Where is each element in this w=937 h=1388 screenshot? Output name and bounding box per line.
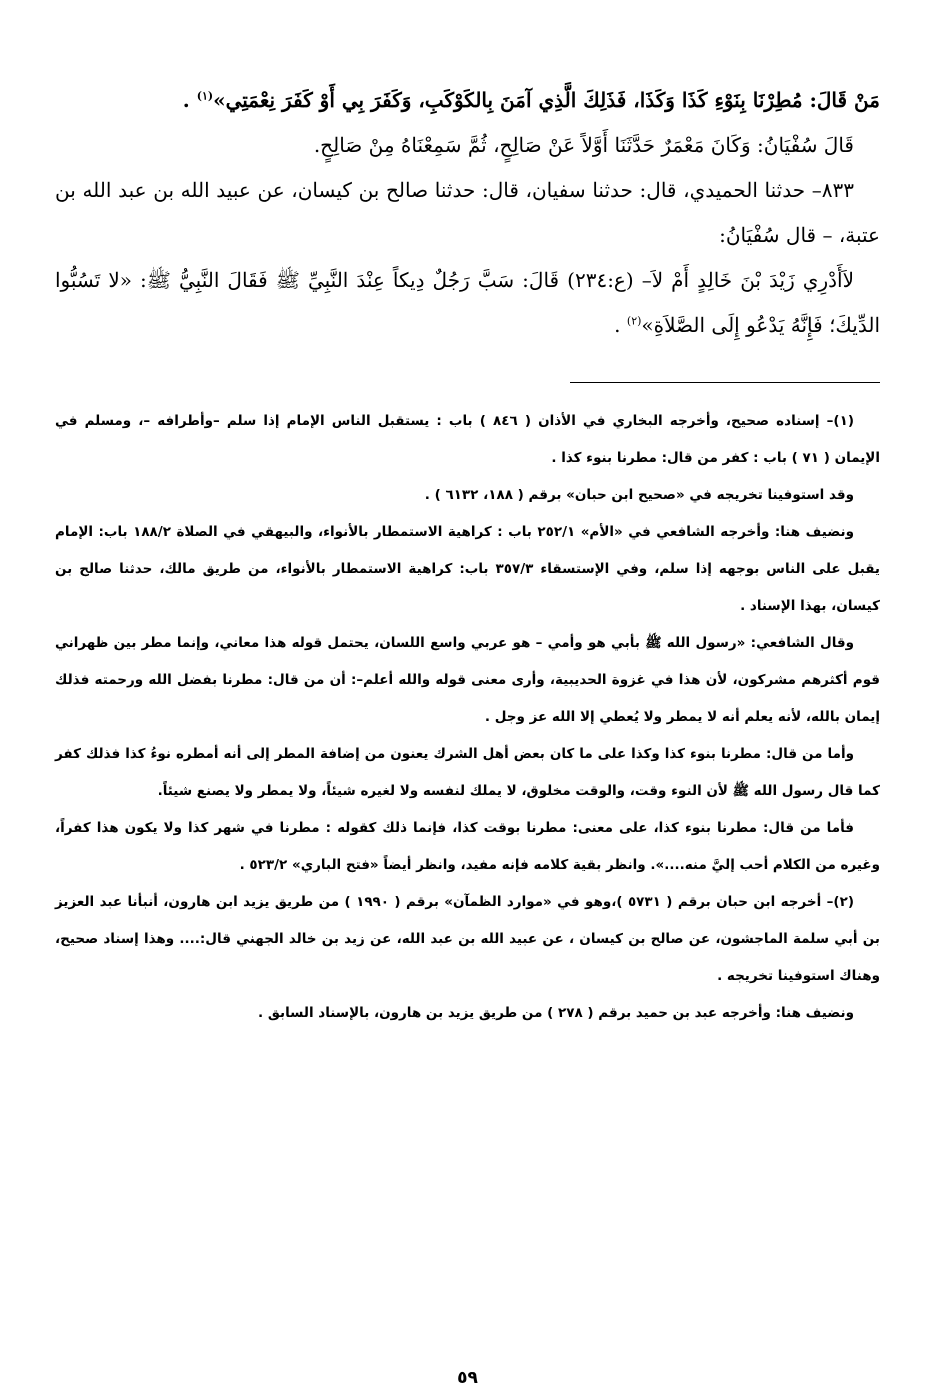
hadith-833-isnad: ٨٣٣– حدثنا الحميدي، قال: حدثنا سفيان، قال: حدثنا صالح بن كيسان، عن عبيد الله بن عبد الله بن عتبة، – قال سُفْيَانُ: <box>55 178 880 247</box>
footnote-1-paragraph-6: فأما من قال: مطرنا بنوء كذا، على معنى: مطرنا بوقت كذا، فإنما ذلك كقوله : مطرنا في شهر كذا ولا يكون هذا كفراً، وغيره من الكلام أحب إليَّ منه....». وانظر بقية كلامه فإنه مفيد، وانظر أيضاً «فتح الباري» ٥٢٣/٢ . <box>55 820 880 873</box>
footnote-separator <box>570 382 880 383</box>
hadith-833-matn <box>55 258 880 348</box>
main-text <box>55 78 880 348</box>
footnote-1-paragraph-4: وقال الشافعي: «رسول الله ﷺ بأبي هو وأمي – هو عربي واسع اللسان، يحتمل قوله هذا معاني، وإنما مطر بين ظهراني قوم أكثرهم مشركون، لأن هذا في غزوة الحديبية، وأرى معنى قوله والله أعلم–: أن من قال: مطرنا بفضل الله ورحمته فذلك إيمان بالله، لأنه يعلم أنه لا يمطر ولا يُعطي إلا الله عز وجل . <box>55 635 880 725</box>
footnote-2-paragraph-1: (٢)– أخرجه ابن حبان برقم ( ٥٧٣١ )،وهو في «موارد الظمآن» برقم ( ١٩٩٠ ) من طريق يزيد ابن هارون، أنبأنا عبد العزيز بن أبي سلمة الماجشون، عن صالح بن كيسان ، عن عبيد الله بن عبد الله، عن زيد بن خالد الجهني قال:.... وهذا إسناد صحيح، وهناك استوفينا تخريجه . <box>55 894 880 984</box>
page-number: ٥٩ <box>457 1368 478 1388</box>
hadith-ending-text: مَنْ قَالَ: مُطِرْنَا بِنَوْءِ كَذَا وَكَذَا، فَذَلِكَ الَّذِي آمَنَ بِالكَوْكَبِ، وَكَفَرَ بِي أَوْ كَفَرَ نِعْمَتِي» <box>213 88 880 112</box>
footnote-1-paragraph-1: (١)– إسناده صحيح، وأخرجه البخاري في الأذان ( ٨٤٦ ) باب : يستقبل الناس الإمام إذا سلم –وأطرافه –، ومسلم في الإيمان ( ٧١ ) باب : كفر من قال: مطرنا بنوء كذا . <box>55 413 880 466</box>
hadith-ending-period: . <box>182 88 197 112</box>
hadith-833-period: . <box>614 313 627 337</box>
page <box>55 78 880 1388</box>
sufyan-remark: قَالَ سُفْيَانُ: وَكَانَ مَعْمَرٌ حَدَّثَنَا أَوَّلاً عَنْ صَالِحٍ، ثُمَّ سَمِعْنَاهُ مِنْ صَالِحٍ. <box>313 133 854 157</box>
footnote-marker-1: (١) <box>196 89 214 103</box>
footnote-marker-2: (٢) <box>626 314 642 328</box>
hadith-ending-paragraph <box>55 78 880 123</box>
hadith-833-matn-text: لاَأَدْرِي زَيْدَ بْنَ خَالِدٍ أَمْ لاَ– (ع:٢٣٤) قَالَ: سَبَّ رَجُلٌ دِيكاً عِنْدَ النَّبِيِّ ﷺ فَقَالَ النَّبِيُّ ﷺ: «لا تَسُبُّوا الدِّيكَ؛ فَإِنَّهُ يَدْعُو إِلَى الصَّلاَةِ» <box>55 268 880 337</box>
footnote-1-paragraph-5: وأما من قال: مطرنا بنوء كذا وكذا على ما كان بعض أهل الشرك يعنون من إضافة المطر إلى أنه أمطره نوءُ كذا فذلك كفر كما قال رسول الله ﷺ لأن النوء وقت، والوقت مخلوق، لا يملك لنفسه ولا لغيره شيئاً، ولا يمطر ولا يصنع شيئاً. <box>55 746 880 799</box>
footnote-1-paragraph-3: ونضيف هنا: وأخرجه الشافعي في «الأم» ٢٥٢/١ باب : كراهية الاستمطار بالأنواء، والبيهقي في الصلاة ١٨٨/٢ باب: الإمام يقبل على الناس بوجهه إذا سلم، وفي الإستسقاء ٣٥٧/٣ باب: كراهية الاستمطار بالأنواء، من طريق مالك، حدثنا صالح بن كيسان، بهذا الإسناد . <box>55 524 880 614</box>
footnotes <box>55 403 880 1032</box>
footnote-2-paragraph-2: ونضيف هنا: وأخرجه عبد بن حميد برقم ( ٢٧٨ ) من طريق يزيد بن هارون، بالإسناد السابق . <box>258 1005 854 1021</box>
footnote-1-paragraph-2: وقد استوفينا تخريجه في «صحيح ابن حبان» برقم ( ١٨٨، ٦١٣٢ ) . <box>424 487 854 503</box>
